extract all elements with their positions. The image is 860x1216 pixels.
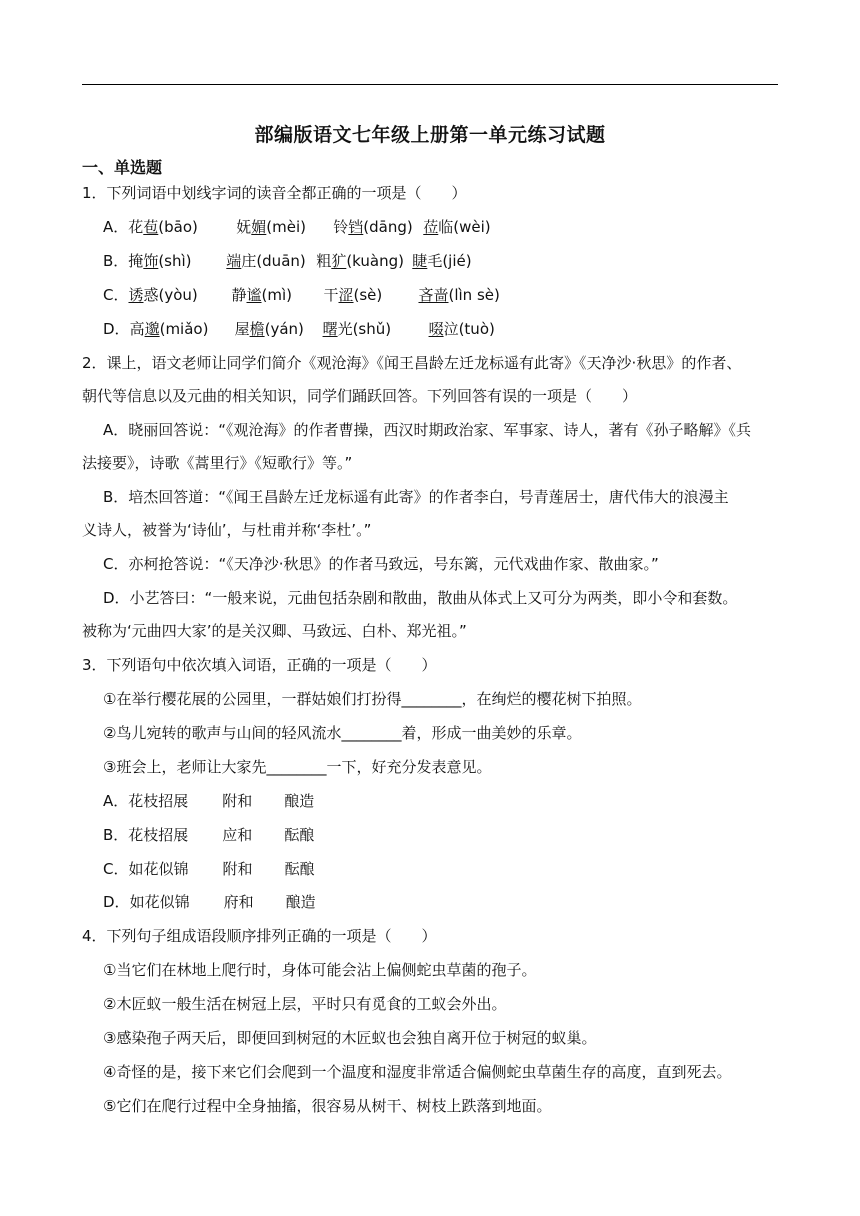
question-3-option-c: C．如花似锦 附和 酝酿 (103, 860, 315, 878)
word-item: 端庄(duān) (226, 252, 306, 270)
question-1-option-a (103, 216, 491, 238)
word-item: 妩媚(mèi) (236, 218, 307, 236)
word-item: 诱惑(yòu) (128, 286, 198, 304)
word-item: 莅临(wèi) (423, 218, 491, 236)
question-3-option-a: A．花枝招展 附和 酿造 (103, 792, 315, 810)
word-item: 粗犷(kuàng) (316, 252, 404, 270)
question-4-sentence-1: ①当它们在林地上爬行时，身体可能会沾上偏侧蛇虫草菌的孢子。 (103, 961, 537, 979)
word-item: 高邈(miǎo) (129, 320, 209, 338)
header-rule (82, 84, 778, 85)
word-item: 睫毛(jié) (412, 252, 472, 270)
option-label: D． (103, 320, 130, 338)
question-2-option-a-line-1: A．晓丽回答说：“《观沧海》的作者曹操，西汉时期政治家、军事家、诗人，著有《孙子略解》《兵 (103, 421, 752, 439)
question-1-option-b (103, 250, 472, 272)
question-2-option-c: C．亦柯抢答说：“《天净沙·秋思》的作者马致远，号东篱，元代戏曲作家、散曲家。” (103, 555, 659, 573)
question-2-option-b-line-2: 义诗人，被誉为‘诗仙’，与杜甫并称‘李杜’。” (82, 521, 372, 539)
option-label: B． (103, 252, 129, 270)
question-3-sentence-1: ①在举行樱花展的公园里，一群姑娘们打扮得________，在绚烂的樱花树下拍照。 (103, 690, 642, 708)
question-2-option-b-line-1: B．培杰回答道：“《闻王昌龄左迁龙标遥有此寄》的作者李白，号青莲居士，唐代伟大的浪漫主 (103, 488, 729, 506)
word-item: 静谧(mì) (231, 286, 292, 304)
word-item: 掩饰(shì) (128, 252, 192, 270)
question-2-stem-line-1: 2．课上，语文老师让同学们简介《观沧海》《闻王昌龄左迁龙标遥有此寄》《天净沙·秋思》的作者、 (82, 354, 742, 372)
question-4-sentence-2: ②木匠蚁一般生活在树冠上层，平时只有觅食的工蚁会外出。 (103, 995, 507, 1013)
option-label: C． (103, 286, 129, 304)
word-item: 花苞(bāo) (128, 218, 198, 236)
word-item: 啜泣(tuò) (428, 320, 495, 338)
question-4-sentence-3: ③感染孢子两天后，即便回到树冠的木匠蚁也会独自离开位于树冠的蚁巢。 (103, 1029, 597, 1047)
document-title: 部编版语文七年级上册第一单元练习试题 (254, 124, 606, 146)
question-4-sentence-5: ⑤它们在爬行过程中全身抽搐，很容易从树干、树枝上跌落到地面。 (103, 1097, 552, 1115)
question-4-stem: 4．下列句子组成语段顺序排列正确的一项是（ ） (82, 927, 437, 945)
option-label: A． (103, 218, 129, 236)
question-4-sentence-4: ④奇怪的是，接下来它们会爬到一个温度和湿度非常适合偏侧蛇虫草菌生存的高度，直到死去。 (103, 1063, 732, 1081)
question-1-option-c (103, 284, 500, 306)
word-item: 铃铛(dāng) (333, 218, 413, 236)
question-3-option-b: B．花枝招展 应和 酝酿 (103, 826, 315, 844)
question-3-stem: 3．下列语句中依次填入词语，正确的一项是（ ） (82, 656, 437, 674)
question-3-sentence-3: ③班会上，老师让大家先________一下，好充分发表意见。 (103, 758, 492, 776)
question-2-option-d-line-2: 被称为‘元曲四大家’的是关汉卿、马致远、白朴、郑光祖。” (82, 622, 467, 640)
question-1-stem: 1．下列词语中划线字词的读音全都正确的一项是（ ） (82, 184, 467, 202)
question-2-stem-line-2: 朝代等信息以及元曲的相关知识，同学们踊跃回答。下列回答有误的一项是（ ） (82, 387, 638, 405)
question-1-option-d (103, 318, 495, 340)
word-item: 干涩(sè) (323, 286, 383, 304)
question-2-option-a-line-2: 法接要》，诗歌《蒿里行》《短歌行》等。” (82, 454, 353, 472)
question-2-option-d-line-1: D．小艺答曰：“一般来说，元曲包括杂剧和散曲，散曲从体式上又可分为两类，即小令和套数。 (103, 589, 738, 607)
question-3-sentence-2: ②鸟儿宛转的歌声与山间的轻风流水________着，形成一曲美妙的乐章。 (103, 724, 582, 742)
word-item: 吝啬(lìn sè) (418, 286, 500, 304)
section-heading: 一、单选题 (82, 158, 163, 177)
word-item: 屋檐(yán) (234, 320, 304, 338)
question-3-option-d: D．如花似锦 府和 酿造 (103, 893, 316, 911)
word-item: 曙光(shǔ) (322, 320, 392, 338)
